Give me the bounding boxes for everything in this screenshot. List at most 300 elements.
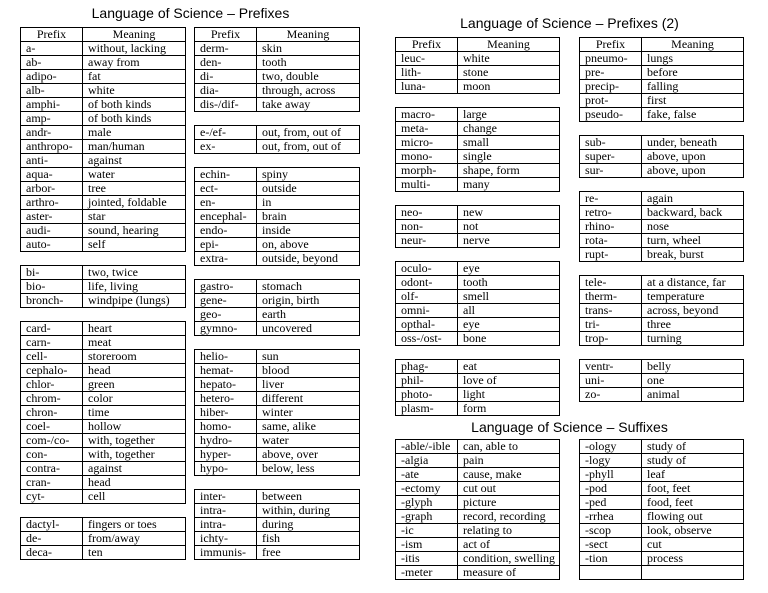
table-row bbox=[580, 52, 744, 66]
meaning-cell: storeroom bbox=[83, 350, 186, 364]
meaning-cell: can, able to bbox=[458, 440, 560, 454]
column-header: Meaning bbox=[642, 38, 744, 52]
meaning-cell: outside, beyond bbox=[257, 252, 360, 266]
meaning-cell: with, together bbox=[83, 448, 186, 462]
meaning-cell: break, burst bbox=[642, 248, 744, 262]
table-row bbox=[396, 206, 560, 220]
prefix-cell: hyper- bbox=[195, 448, 257, 462]
suffixes-columns bbox=[395, 439, 744, 593]
prefix-cell: tele- bbox=[580, 276, 642, 290]
prefix-cell: e-/ef- bbox=[195, 126, 257, 140]
table-row bbox=[396, 164, 560, 178]
suffixes-column-1 bbox=[395, 439, 560, 593]
vocab-table bbox=[395, 359, 560, 416]
table-row bbox=[396, 108, 560, 122]
table-row bbox=[195, 84, 360, 98]
table-row bbox=[21, 532, 186, 546]
vocab-table bbox=[20, 265, 186, 308]
column-header: Meaning bbox=[458, 38, 560, 52]
prefix-cell: arbor- bbox=[21, 182, 83, 196]
meaning-cell: with, together bbox=[83, 434, 186, 448]
meaning-cell: at a distance, far bbox=[642, 276, 744, 290]
table-row bbox=[21, 546, 186, 560]
meaning-cell: love of bbox=[458, 374, 560, 388]
meaning-cell: nose bbox=[642, 220, 744, 234]
table-row bbox=[21, 84, 186, 98]
table-row bbox=[580, 482, 744, 496]
table-row bbox=[396, 496, 560, 510]
meaning-cell: of both kinds bbox=[83, 112, 186, 126]
table-row bbox=[580, 454, 744, 468]
prefix-cell: -glyph bbox=[396, 496, 458, 510]
prefix-cell: ect- bbox=[195, 182, 257, 196]
table-row bbox=[195, 280, 360, 294]
prefix-cell: bio- bbox=[21, 280, 83, 294]
table-row bbox=[195, 490, 360, 504]
prefix-cell: hepato- bbox=[195, 378, 257, 392]
meaning-cell: look, observe bbox=[642, 524, 744, 538]
prefix-cell: phag- bbox=[396, 360, 458, 374]
table-row bbox=[21, 476, 186, 490]
meaning-cell: against bbox=[83, 462, 186, 476]
table-row bbox=[21, 126, 186, 140]
prefix-cell: gastro- bbox=[195, 280, 257, 294]
meaning-cell: three bbox=[642, 318, 744, 332]
prefix-cell: anthropo- bbox=[21, 140, 83, 154]
table-row bbox=[21, 182, 186, 196]
meaning-cell: condition, swelling bbox=[458, 552, 560, 566]
prefix-cell: adipo- bbox=[21, 70, 83, 84]
meaning-cell: one bbox=[642, 374, 744, 388]
prefix-cell: intra- bbox=[195, 504, 257, 518]
table-row bbox=[195, 406, 360, 420]
vocab-table bbox=[579, 359, 744, 402]
table-row bbox=[195, 546, 360, 560]
prefix-cell: immunis- bbox=[195, 546, 257, 560]
table-row bbox=[195, 70, 360, 84]
table-row bbox=[21, 434, 186, 448]
prefix-cell: -tion bbox=[580, 552, 642, 566]
table-row bbox=[396, 304, 560, 318]
prefixes-column-2 bbox=[194, 27, 360, 573]
table-row bbox=[580, 136, 744, 150]
meaning-cell: picture bbox=[458, 496, 560, 510]
prefix-cell: super- bbox=[580, 150, 642, 164]
prefix-cell: -scop bbox=[580, 524, 642, 538]
meaning-cell: act of bbox=[458, 538, 560, 552]
table-row bbox=[396, 122, 560, 136]
vocab-table bbox=[20, 321, 186, 504]
prefixes2-columns bbox=[395, 37, 744, 429]
prefix-cell: odont- bbox=[396, 276, 458, 290]
table-row bbox=[580, 360, 744, 374]
prefix-cell: precip- bbox=[580, 80, 642, 94]
meaning-cell: study of bbox=[642, 440, 744, 454]
prefix-cell: leuc- bbox=[396, 52, 458, 66]
meaning-cell: study of bbox=[642, 454, 744, 468]
prefix-cell: dactyl- bbox=[21, 518, 83, 532]
prefix-cell: amphi- bbox=[21, 98, 83, 112]
column-header: Meaning bbox=[83, 28, 186, 42]
table-row bbox=[580, 304, 744, 318]
suffixes-column-2 bbox=[579, 439, 744, 593]
vocab-table bbox=[194, 279, 360, 336]
meaning-cell: turning bbox=[642, 332, 744, 346]
table-row bbox=[195, 42, 360, 56]
prefix-cell: dia- bbox=[195, 84, 257, 98]
prefix-cell: non- bbox=[396, 220, 458, 234]
meaning-cell: foot, feet bbox=[642, 482, 744, 496]
table-row bbox=[195, 434, 360, 448]
meaning-cell: male bbox=[83, 126, 186, 140]
meaning-cell: before bbox=[642, 66, 744, 80]
meaning-cell: earth bbox=[257, 308, 360, 322]
table-row bbox=[580, 150, 744, 164]
table-row bbox=[195, 420, 360, 434]
prefix-cell: morph- bbox=[396, 164, 458, 178]
table-row bbox=[21, 210, 186, 224]
prefix-cell bbox=[580, 566, 642, 580]
prefix-cell: rupt- bbox=[580, 248, 642, 262]
meaning-cell: windpipe (lungs) bbox=[83, 294, 186, 308]
prefix-cell: neo- bbox=[396, 206, 458, 220]
table-row bbox=[195, 210, 360, 224]
meaning-cell: again bbox=[642, 192, 744, 206]
meaning-cell: within, during bbox=[257, 504, 360, 518]
meaning-cell: self bbox=[83, 238, 186, 252]
table-row bbox=[580, 206, 744, 220]
prefix-cell: en- bbox=[195, 196, 257, 210]
meaning-cell: large bbox=[458, 108, 560, 122]
meaning-cell: single bbox=[458, 150, 560, 164]
prefix-cell: homo- bbox=[195, 420, 257, 434]
table-row bbox=[396, 552, 560, 566]
meaning-cell: bone bbox=[458, 332, 560, 346]
meaning-cell: sun bbox=[257, 350, 360, 364]
meaning-cell: under, beneath bbox=[642, 136, 744, 150]
meaning-cell: water bbox=[257, 434, 360, 448]
prefix-cell: -ic bbox=[396, 524, 458, 538]
meaning-cell: tree bbox=[83, 182, 186, 196]
meaning-cell: star bbox=[83, 210, 186, 224]
prefix-cell: endo- bbox=[195, 224, 257, 238]
meaning-cell: on, above bbox=[257, 238, 360, 252]
prefix-cell: -ology bbox=[580, 440, 642, 454]
prefix-cell: intra- bbox=[195, 518, 257, 532]
meaning-cell: smell bbox=[458, 290, 560, 304]
prefix-cell: mono- bbox=[396, 150, 458, 164]
prefix-cell: alb- bbox=[21, 84, 83, 98]
table-row bbox=[580, 332, 744, 346]
prefix-cell: amp- bbox=[21, 112, 83, 126]
vocab-table bbox=[194, 167, 360, 266]
prefix-cell: -meter bbox=[396, 566, 458, 580]
prefix-cell: oculo- bbox=[396, 262, 458, 276]
meaning-cell: sound, hearing bbox=[83, 224, 186, 238]
prefix-cell: -ectomy bbox=[396, 482, 458, 496]
meaning-cell: skin bbox=[257, 42, 360, 56]
meaning-cell: ten bbox=[83, 546, 186, 560]
table-row bbox=[21, 378, 186, 392]
meaning-cell: origin, birth bbox=[257, 294, 360, 308]
meaning-cell: record, recording bbox=[458, 510, 560, 524]
table-row bbox=[396, 388, 560, 402]
prefix-cell: neur- bbox=[396, 234, 458, 248]
meaning-cell: during bbox=[257, 518, 360, 532]
table-row bbox=[580, 248, 744, 262]
meaning-cell: outside bbox=[257, 182, 360, 196]
table-row bbox=[580, 468, 744, 482]
prefix-cell: a- bbox=[21, 42, 83, 56]
meaning-cell: against bbox=[83, 154, 186, 168]
prefix-cell: hydro- bbox=[195, 434, 257, 448]
column-header: Prefix bbox=[21, 28, 83, 42]
vocab-table bbox=[579, 37, 744, 122]
table-header-row bbox=[195, 28, 360, 42]
table-row bbox=[21, 238, 186, 252]
table-row bbox=[195, 182, 360, 196]
table-row bbox=[396, 468, 560, 482]
meaning-cell: tooth bbox=[257, 56, 360, 70]
table-row bbox=[195, 196, 360, 210]
prefix-cell: -ped bbox=[580, 496, 642, 510]
prefix-cell: cran- bbox=[21, 476, 83, 490]
table-header-row bbox=[580, 38, 744, 52]
table-row bbox=[21, 490, 186, 504]
prefix-cell: card- bbox=[21, 322, 83, 336]
prefix-cell: andr- bbox=[21, 126, 83, 140]
prefix-cell: auto- bbox=[21, 238, 83, 252]
meaning-cell: man/human bbox=[83, 140, 186, 154]
prefix-cell: omni- bbox=[396, 304, 458, 318]
prefixes2-column-1 bbox=[395, 37, 560, 429]
prefix-cell: coel- bbox=[21, 420, 83, 434]
meaning-cell: process bbox=[642, 552, 744, 566]
table-row bbox=[580, 566, 744, 580]
prefixes-column-1 bbox=[20, 27, 186, 573]
prefix-cell: rota- bbox=[580, 234, 642, 248]
meaning-cell: stomach bbox=[257, 280, 360, 294]
meaning-cell: new bbox=[458, 206, 560, 220]
vocab-table bbox=[395, 37, 560, 94]
table-row bbox=[396, 66, 560, 80]
table-row bbox=[195, 294, 360, 308]
table-row bbox=[580, 94, 744, 108]
meaning-cell: time bbox=[83, 406, 186, 420]
table-row bbox=[396, 332, 560, 346]
meaning-cell: from/away bbox=[83, 532, 186, 546]
table-row bbox=[396, 538, 560, 552]
meaning-cell: shape, form bbox=[458, 164, 560, 178]
vocab-table bbox=[395, 261, 560, 346]
meaning-cell: eye bbox=[458, 318, 560, 332]
column-header: Prefix bbox=[580, 38, 642, 52]
table-row bbox=[396, 290, 560, 304]
meaning-cell: fat bbox=[83, 70, 186, 84]
meaning-cell: through, across bbox=[257, 84, 360, 98]
table-row bbox=[396, 318, 560, 332]
table-row bbox=[21, 294, 186, 308]
prefix-cell: carn- bbox=[21, 336, 83, 350]
table-row bbox=[580, 510, 744, 524]
vocab-table bbox=[395, 439, 560, 580]
prefix-cell: hetero- bbox=[195, 392, 257, 406]
prefix-cell: olf- bbox=[396, 290, 458, 304]
prefix-cell: inter- bbox=[195, 490, 257, 504]
prefix-cell: hemat- bbox=[195, 364, 257, 378]
table-row bbox=[21, 266, 186, 280]
meaning-cell: pain bbox=[458, 454, 560, 468]
meaning-cell: many bbox=[458, 178, 560, 192]
meaning-cell: white bbox=[83, 84, 186, 98]
table-row bbox=[21, 322, 186, 336]
meaning-cell: flowing out bbox=[642, 510, 744, 524]
prefix-cell: aqua- bbox=[21, 168, 83, 182]
prefix-cell: contra- bbox=[21, 462, 83, 476]
meaning-cell: light bbox=[458, 388, 560, 402]
prefix-cell: trans- bbox=[580, 304, 642, 318]
table-row bbox=[21, 154, 186, 168]
table-row bbox=[21, 336, 186, 350]
prefix-cell: chrom- bbox=[21, 392, 83, 406]
prefix-cell: lith- bbox=[396, 66, 458, 80]
table-row bbox=[580, 290, 744, 304]
table-row bbox=[21, 224, 186, 238]
meaning-cell: in bbox=[257, 196, 360, 210]
meaning-cell: jointed, foldable bbox=[83, 196, 186, 210]
prefix-cell: bronch- bbox=[21, 294, 83, 308]
prefix-cell: plasm- bbox=[396, 402, 458, 416]
meaning-cell: color bbox=[83, 392, 186, 406]
table-row bbox=[396, 136, 560, 150]
table-row bbox=[195, 238, 360, 252]
table-row bbox=[580, 388, 744, 402]
table-row bbox=[396, 482, 560, 496]
table-row bbox=[195, 224, 360, 238]
table-row bbox=[21, 42, 186, 56]
prefix-cell: micro- bbox=[396, 136, 458, 150]
table-row bbox=[195, 322, 360, 336]
meaning-cell: two, double bbox=[257, 70, 360, 84]
vocab-table bbox=[395, 205, 560, 248]
prefix-cell: luna- bbox=[396, 80, 458, 94]
prefix-cell: -logy bbox=[580, 454, 642, 468]
prefix-cell: com-/co- bbox=[21, 434, 83, 448]
meaning-cell: brain bbox=[257, 210, 360, 224]
meaning-cell: cell bbox=[83, 490, 186, 504]
table-row bbox=[21, 112, 186, 126]
meaning-cell: liver bbox=[257, 378, 360, 392]
prefix-cell: anti- bbox=[21, 154, 83, 168]
prefix-cell: -graph bbox=[396, 510, 458, 524]
table-row bbox=[580, 524, 744, 538]
prefix-cell: hiber- bbox=[195, 406, 257, 420]
prefixes-section bbox=[20, 5, 361, 573]
prefix-cell: prot- bbox=[580, 94, 642, 108]
table-row bbox=[580, 66, 744, 80]
table-row bbox=[580, 234, 744, 248]
meaning-cell: across, beyond bbox=[642, 304, 744, 318]
table-row bbox=[21, 196, 186, 210]
table-row bbox=[396, 454, 560, 468]
column-header: Prefix bbox=[195, 28, 257, 42]
table-row bbox=[580, 192, 744, 206]
meaning-cell: above, upon bbox=[642, 150, 744, 164]
table-row bbox=[195, 462, 360, 476]
meaning-cell: winter bbox=[257, 406, 360, 420]
meaning-cell: above, over bbox=[257, 448, 360, 462]
meaning-cell: blood bbox=[257, 364, 360, 378]
prefix-cell: rhino- bbox=[580, 220, 642, 234]
prefix-cell: ab- bbox=[21, 56, 83, 70]
table-row bbox=[396, 374, 560, 388]
meaning-cell: away from bbox=[83, 56, 186, 70]
table-row bbox=[396, 262, 560, 276]
meaning-cell: eat bbox=[458, 360, 560, 374]
meaning-cell: different bbox=[257, 392, 360, 406]
meaning-cell: free bbox=[257, 546, 360, 560]
meaning-cell: between bbox=[257, 490, 360, 504]
prefix-cell: ventr- bbox=[580, 360, 642, 374]
meaning-cell: above, upon bbox=[642, 164, 744, 178]
table-row bbox=[580, 374, 744, 388]
table-row bbox=[580, 552, 744, 566]
prefix-cell: sub- bbox=[580, 136, 642, 150]
prefix-cell: audi- bbox=[21, 224, 83, 238]
meaning-cell: backward, back bbox=[642, 206, 744, 220]
table-row bbox=[396, 234, 560, 248]
prefix-cell: tri- bbox=[580, 318, 642, 332]
meaning-cell: stone bbox=[458, 66, 560, 80]
meaning-cell: below, less bbox=[257, 462, 360, 476]
table-row bbox=[195, 504, 360, 518]
table-row bbox=[396, 150, 560, 164]
table-row bbox=[396, 80, 560, 94]
meaning-cell: first bbox=[642, 94, 744, 108]
table-row bbox=[21, 140, 186, 154]
column-header: Prefix bbox=[396, 38, 458, 52]
table-row bbox=[580, 164, 744, 178]
table-row bbox=[195, 392, 360, 406]
table-header-row bbox=[21, 28, 186, 42]
prefix-cell: extra- bbox=[195, 252, 257, 266]
table-row bbox=[21, 98, 186, 112]
table-row bbox=[396, 510, 560, 524]
vocab-table bbox=[194, 489, 360, 560]
meaning-cell: not bbox=[458, 220, 560, 234]
prefix-cell: trop- bbox=[580, 332, 642, 346]
meaning-cell: form bbox=[458, 402, 560, 416]
prefix-cell: cyt- bbox=[21, 490, 83, 504]
vocab-table bbox=[579, 439, 744, 580]
prefix-cell: chlor- bbox=[21, 378, 83, 392]
prefix-cell: de- bbox=[21, 532, 83, 546]
prefix-cell: multi- bbox=[396, 178, 458, 192]
table-row bbox=[396, 402, 560, 416]
meaning-cell: small bbox=[458, 136, 560, 150]
prefix-cell: chron- bbox=[21, 406, 83, 420]
prefix-cell: macro- bbox=[396, 108, 458, 122]
prefix-cell: con- bbox=[21, 448, 83, 462]
table-row bbox=[580, 108, 744, 122]
prefix-cell: -ism bbox=[396, 538, 458, 552]
meaning-cell: food, feet bbox=[642, 496, 744, 510]
prefix-cell: ichty- bbox=[195, 532, 257, 546]
meaning-cell: turn, wheel bbox=[642, 234, 744, 248]
table-row bbox=[195, 56, 360, 70]
meaning-cell: inside bbox=[257, 224, 360, 238]
prefix-cell: deca- bbox=[21, 546, 83, 560]
